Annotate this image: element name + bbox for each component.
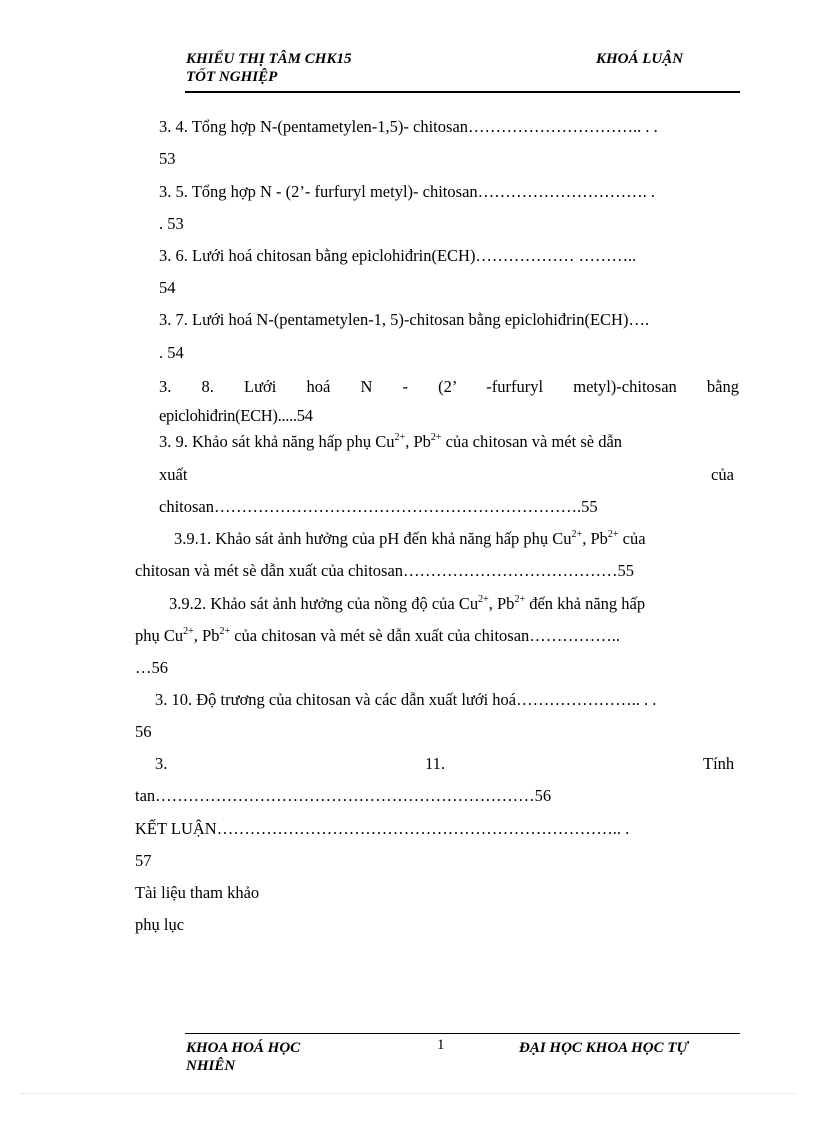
toc-entry-3-7-page: . 54 [159,343,184,362]
header-title: KHOÁ LUẬN [596,51,684,67]
toc-entry-3-11-num: 3. [155,754,168,773]
page-number: 1 [437,1037,445,1053]
toc-entry-ket-luan: KẾT LUẬN……………………………………………………………….. . [135,819,630,838]
page-bottom-border [20,1093,796,1094]
header-author-cont: TỐT NGHIỆP [186,69,278,85]
toc-entry-3-11-cont: tan……………………………………………………………56 [135,786,552,805]
toc-entry-3-9-line2-left: xuất [159,465,188,484]
cu-charge: 2+ [183,625,194,637]
toc-entry-3-4: 3. 4. Tổng hợp N-(pentametylen-1,5)- chitosan………………………….. . . [159,117,658,136]
toc-entry-3-9-line2-right: của [711,465,734,484]
toc-entry-3-8: 3. 8. Lưới hoá N - (2’ -furfuryl metyl)-chitosan bằng [159,377,739,396]
toc-entry-3-10: 3. 10. Độ trương của chitosan và các dẫn xuất lưới hoá………………….. . . [155,690,657,709]
cu-charge: 2+ [394,431,406,443]
toc-entry-3-5: 3. 5. Tổng hợp N - (2’- furfuryl metyl)- chitosan…………………………. . [159,182,656,201]
toc-entry-3-5-page: . 53 [159,214,184,233]
cu-charge: 2+ [571,528,583,540]
header-rule [185,91,740,93]
footer-rule [185,1033,740,1034]
pb-charge: 2+ [430,431,442,443]
toc-entry-appendix: phụ lục [135,915,185,934]
footer-university: ĐẠI HỌC KHOA HỌC TỰ [519,1040,689,1056]
toc-entry-references: Tài liệu tham khảo [135,883,260,902]
header-author: KHIẾU THỊ TÂM CHK15 [186,51,352,67]
toc-entry-3-6-page: 54 [159,278,176,297]
toc-entry-3-6: 3. 6. Lưới hoá chitosan bằng epiclohiđrin(ECH)……………… ……….. [159,246,637,265]
pb-charge: 2+ [219,625,231,637]
toc-entry-3-8-cont: epiclohiđrin(ECH).....54 [159,406,313,425]
toc-entry-3-9-1: 3.9.1. Khảo sát ảnh hưởng của pH đến khả năng hấp phụ $Cu^{2+}$, $Pb^{2+}$ của [174,528,646,548]
toc-entry-3-9-line3: chitosan………………………………………………………….55 [159,497,598,516]
toc-entry-3-7: 3. 7. Lưới hoá N-(pentametylen-1, 5)-chitosan bằng epiclohiđrin(ECH)…. [159,310,650,329]
toc-entry-3-10-page: 56 [135,722,152,741]
pb-charge: 2+ [607,528,619,540]
pb-charge: 2+ [514,593,526,605]
footer-faculty-cont: NHIÊN [186,1058,236,1074]
toc-entry-3-9: 3. 9. Khảo sát khả năng hấp phụ $Cu^{2+}$, $Pb^{2+}$ của chitosan và mét sè dẫn [159,431,623,451]
footer-faculty: KHOA HOÁ HỌC [186,1040,301,1056]
toc-entry-ket-luan-page: 57 [135,851,152,870]
toc-entry-3-9-2: 3.9.2. Khảo sát ảnh hưởng của nồng độ của $Cu^{2+}$, $Pb^{2+}$ đến khả năng hấp [169,593,646,613]
toc-entry-3-4-page: 53 [159,149,176,168]
toc-entry-3-9-1-cont: chitosan và mét sè dẫn xuất của chitosan…………………………………55 [135,561,635,580]
toc-entry-3-11-mid: 11. [425,754,446,773]
cu-charge: 2+ [478,593,489,605]
toc-entry-3-9-2-page: …56 [135,658,168,677]
toc-entry-3-11-right: Tính [703,754,735,773]
toc-entry-3-9-2-cont: phụ $Cu^{2+}$, $Pb^{2+}$ của chitosan và mét sè dẫn xuất của chitosan…………….. [135,625,621,645]
